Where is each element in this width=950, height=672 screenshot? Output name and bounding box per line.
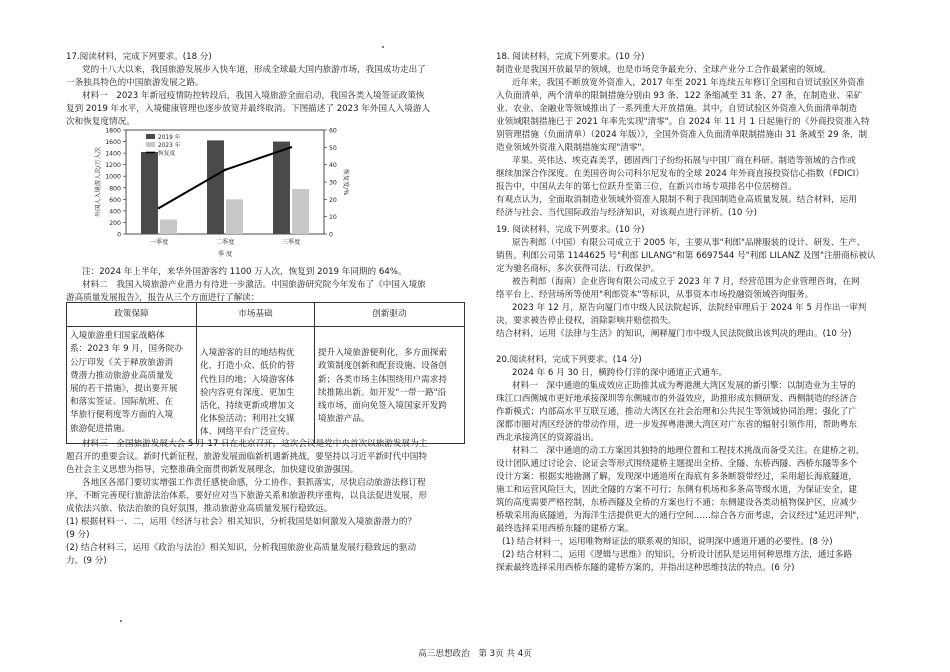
y2-tick-label: 60 bbox=[329, 127, 337, 135]
y-axis-label: 外国人入境游人次/万人次 bbox=[95, 146, 102, 218]
y2-tick-label: 40 bbox=[329, 162, 337, 170]
y-tick-label: 400 bbox=[109, 208, 121, 216]
q20-line: 设计团队通过讨论会、论证会等形式围绕建桥主题提出全桥、全隧、东桥西隧、西桥东隧等多个 bbox=[496, 459, 857, 469]
table-cell-line: 系：2023 年 9 月，国务院办 bbox=[70, 344, 183, 355]
x-tick-label: 三季度 bbox=[281, 239, 301, 246]
q17-requirement-line: 力。(9 分) bbox=[66, 556, 107, 566]
chart-note: 注：2024 年上半年，来华外国游客约 1100 万人次，恢复到 2019 年同期的 64%。 bbox=[82, 267, 407, 277]
q19-line: 2023 年 12 月，原告向厦门市中级人民法院起诉，法院经审理后于 2024 年 5 月作出一审判 bbox=[512, 303, 867, 313]
q18-line: 别管理措施（负面清单）（2024 年版）》，全国外资准入负面清单限制措施由 31 条减至 29 条，制 bbox=[496, 130, 868, 140]
q19-line: 络平台上、经营场所等使用"利郎资本"等标识，从事资本市场投融资领域咨询服务。 bbox=[496, 290, 814, 300]
q18-line: 业领域限制措施已于 2021 年率先实现"清零"。自 2024 年 11 月 1 日起施行的《外商投资准入特 bbox=[496, 117, 870, 127]
table-cell-line: 新；各类市场主体围绕用户需求持 bbox=[318, 374, 447, 385]
q17-requirement-line: (9 分) bbox=[66, 530, 90, 540]
table-cell-line: 活化，持续更新或增加文 bbox=[200, 401, 295, 412]
tourism-chart bbox=[68, 124, 368, 262]
table-cell-line: 续推陈出新。如开发"一带一路"沿 bbox=[318, 387, 447, 398]
q18-line: 有观点认为，全面取消制造业领域外资准入限制不利于我国制造业高质量发展。结合材料，运用 bbox=[496, 195, 857, 205]
q17-material3-line: 各地区各部门要切实增强工作责任感使命感，分工协作、狠抓落实，尽快启动旅游法修订程 bbox=[82, 478, 426, 488]
table-cell-line: 化体验活动；利用社交媒 bbox=[200, 414, 295, 425]
y-tick-label: 1600 bbox=[105, 139, 121, 147]
table-cell-line: 提升入境旅游便利化，多方面探索 bbox=[318, 348, 447, 359]
q20-line: 材料二 深中通道的动工方案因其独特的地理位置和工程技术挑战而备受关注。在建桥之初， bbox=[512, 446, 865, 456]
table-cell-line: 线市场，面向免签入境国家开发跨 bbox=[318, 401, 447, 412]
q20-line: 西北承接湾区的资源溢出。 bbox=[496, 433, 600, 443]
q17-material3-line: 序，不断完善现行旅游法治体系，要好应对当下旅游关系和旅游秩序重构，以良法促进发展，形 bbox=[66, 491, 427, 501]
q20-line: 作新模式；内部高水平互联互通，推动大湾区在社会治理和公共民生等领域协同治理；强化了广 bbox=[496, 407, 857, 417]
q20-requirement-line: (2) 结合材料二，运用《逻辑与思维》的知识，分析设计团队是运用何种思维方法，通过多路 bbox=[502, 550, 853, 560]
scan-dot bbox=[120, 620, 122, 622]
bar-2023 bbox=[292, 189, 309, 234]
q17-material2-line: 游高质量发展报告》，报告从三个方面进行了解读： bbox=[66, 293, 260, 303]
table-cell-line: 政策制度创新和配套设施、设备创 bbox=[318, 361, 447, 372]
q19-line: 被告利郎（海南）企业咨询有限公司成立于 2023 年 7 月，经营范围为企业管理咨询，在网 bbox=[512, 277, 860, 287]
q19-line: 销售。利郎公司第 1144625 号"利郎 LILANG"和第 6697544 号"利郎 LILANZ 及图"注册商标被认 bbox=[496, 251, 876, 261]
q20-line: 深都市圈对湾区经济的带动作用，进一步发挥粤港澳大湾区对广东省的辐射引领作用，帮助粤东 bbox=[496, 420, 857, 430]
q20-line: 设计方案：根据实地勘测了解，发现深中通道所在海底有多条断裂带经过，采用超长海底隧道， bbox=[496, 472, 857, 482]
q17-heading: 17.阅读材料，完成下列要求。(18 分) bbox=[66, 52, 212, 62]
q17-material3-line: 材料三 全国旅游发展大会 5 月 17 日在北京召开，这次会议是党中央首次以旅游发展为主 bbox=[82, 439, 428, 449]
legend-label-2019: 2019 年 bbox=[158, 135, 181, 141]
q17-material1-line: 复到 2019 年水平，入境健康管理也逐步放宽并最终取消。下图描述了 2023 年外国人入境游人 bbox=[66, 104, 431, 114]
q18-line: 经济与社会、当代国际政治与经济知识，对该观点进行评析。(10 分) bbox=[496, 208, 757, 218]
q19-heading: 19. 阅读材料，完成下列要求。(10 分) bbox=[496, 225, 645, 235]
q17-material3-line: 成依法兴旅、依法治旅的良好氛围，推动旅游业高质量发展行稳致远。 bbox=[66, 504, 333, 514]
q18-line: 业、农业、金融业等领域推出了一系列重大开放措施。其中，自贸试验区外资准入负面清单制造 bbox=[496, 104, 857, 114]
y-tick-label: 800 bbox=[109, 185, 121, 193]
q19-line: 原告利郎（中国）有限公司成立于 2005 年，主要从事"利郎"品牌服装的设计、研发、生产、 bbox=[512, 238, 866, 248]
q18-heading: 18. 阅读材料，完成下列要求。(10 分) bbox=[496, 52, 645, 62]
q20-line: 最终选择采用西桥东隧的建桥方案。 bbox=[496, 524, 634, 534]
table-cell-line: 和落实签证、国际航班、在 bbox=[70, 397, 174, 408]
table-header: 政策保障 bbox=[67, 303, 197, 327]
bar-2019 bbox=[273, 142, 290, 234]
table-header: 创新驱动 bbox=[315, 303, 465, 327]
y2-tick-label: 50 bbox=[329, 144, 337, 152]
bar-2023 bbox=[226, 199, 243, 234]
q20-requirement-line: (1) 结合材料一，运用唯物辩证法的联系观的知识，说明深中通道开通的必要性。(8 分) bbox=[502, 537, 833, 547]
q18-line: 继续加深合作深度。在美国咨询公司科尔尼发布的全球 2024 年外商直接投资信心指数（FDICI） bbox=[496, 169, 864, 179]
material2-table bbox=[66, 302, 465, 444]
q20-line: 筑的高度需要严格控制，东桥西隧及全桥的方案也行不通；东侧建设各类动植物保护区，应减少 bbox=[496, 498, 857, 508]
recovery-point bbox=[224, 169, 226, 171]
q17-requirement-line: (1) 根据材料一、二，运用《经济与社会》相关知识，分析我国是如何激发入境旅游潜力的？ bbox=[66, 517, 417, 527]
x-axis-label: 季 度 bbox=[217, 251, 233, 258]
table-cell-line: 华旅行便利度等方面的入境 bbox=[70, 410, 174, 421]
q18-line: 近年来，我国不断放宽外资准入，2017 年至 2021 年连续五年修订全国和自贸试验区外资准 bbox=[512, 78, 865, 88]
page-footer: 高三思想政治 第 3页 共 4页 bbox=[418, 649, 532, 659]
bar-2023 bbox=[160, 220, 177, 234]
q17-material1-line: 次和恢复度情况。 bbox=[66, 117, 135, 127]
table-cell bbox=[315, 327, 465, 443]
q17-material1-line: 材料一 2023 年新冠疫情防控转段后，我国入境旅游全面启动，我国各类入境签证政策恢 bbox=[82, 91, 425, 101]
q17-intro-line: 党的十八大以来，我国旅游发展步入快车道，形成全球最大国内旅游市场，我国成功走出了 bbox=[82, 65, 426, 75]
q20-line: 材料一 深中通道的集成效应正助推其成为粤港澳大湾区发展的新引擎：以制造业为主导的 bbox=[512, 381, 856, 391]
y-tick-label: 200 bbox=[109, 219, 121, 227]
y2-axis-label: 恢复度/% bbox=[342, 168, 349, 196]
scan-dot bbox=[382, 46, 384, 48]
legend-swatch-2019 bbox=[146, 134, 155, 139]
table-cell bbox=[197, 327, 315, 443]
q18-line: 入负面清单，两个清单的限制措施分别由 93 条、122 条缩减至 31 条、27 条，在制造业、采矿 bbox=[496, 91, 863, 101]
table-cell-line: 化，打造小众、低价的替 bbox=[200, 361, 295, 372]
q18-line: 苹果、英伟达、埃克森美孚，德固西门子纷纷拓展与中国厂商在科研、制造等领域的合作或 bbox=[512, 156, 856, 166]
q19-line: 定为驰名商标，多次获得司法、行政保护。 bbox=[496, 264, 660, 274]
bar-2019 bbox=[141, 152, 158, 234]
y-tick-label: 1200 bbox=[105, 162, 121, 170]
q19-line: 决，要求被告停止侵权，消除影响并赔偿损失。 bbox=[496, 316, 677, 326]
table-cell-line: 公厅印发《关于释放旅游消 bbox=[70, 357, 174, 368]
q17-requirement-line: (2) 结合材料三，运用《政治与法治》相关知识，分析我国旅游业高质量发展行稳致远的驱动 bbox=[66, 543, 417, 553]
recovery-point bbox=[290, 146, 292, 148]
y-tick-label: 1800 bbox=[105, 127, 121, 135]
table-cell-line: 代性目的地；入境游客体 bbox=[200, 374, 295, 385]
y-tick-label: 1400 bbox=[105, 150, 121, 158]
q20-line: 桥墩采用海底隧道，为海洋生活提供更大的通行空间……综合各方面考虑，会议经过"延迟评判"， bbox=[496, 511, 865, 521]
table-cell-line: 旅游促进措施。 bbox=[70, 423, 131, 434]
legend-swatch-2023 bbox=[146, 142, 155, 147]
q20-line: 2024 年 6 月 30 日，横跨伶仃洋的深中通道正式通车。 bbox=[512, 368, 728, 378]
table-cell bbox=[67, 327, 197, 443]
table-cell-line: 费潜力推动旅游业高质量发 bbox=[70, 370, 174, 381]
y-tick-label: 0 bbox=[117, 231, 121, 239]
bar-2019 bbox=[207, 140, 224, 234]
q18-line: 制造业是我国开放最早的领域，也是市场竞争最充分、全球产业分工合作最紧密的领域。 bbox=[496, 65, 832, 75]
q20-line: 施工和运营风险巨大，因此全隧的方案不可行；东侧有机场和多条高等级水道，为保证安全，建 bbox=[496, 485, 857, 495]
table-cell-line: 境旅游产品。 bbox=[318, 414, 370, 425]
q19-line: 结合材料，运用《法律与生活》的知识，阐释厦门市中级人民法院做出该判决的理由。(10 分) bbox=[496, 329, 852, 339]
q17-material2-line: 材料二 我国入境旅游产业潜力有待进一步激活。中国旅游研究院今年发布了《中国入境旅 bbox=[82, 280, 426, 290]
x-tick-label: 一季度 bbox=[149, 239, 169, 246]
legend-label-recovery: 恢复度 bbox=[158, 151, 176, 157]
q20-requirement-line: 探索最终选择采用西桥东隧的建桥方案的，并指出这种思维技法的特点。(6 分) bbox=[496, 563, 795, 573]
y-tick-label: 600 bbox=[109, 196, 121, 204]
y2-tick-label: 0 bbox=[329, 231, 333, 239]
x-tick-label: 二季度 bbox=[215, 239, 235, 246]
q18-line: 造业领域外资准入限制措施实现"清零"。 bbox=[496, 143, 651, 153]
legend-label-2023: 2023 年 bbox=[158, 143, 181, 149]
q17-material3-line: 题召开的重要会议。新时代新征程，旅游发展面临新机遇新挑战，要坚持以习近平新时代中国特 bbox=[66, 452, 427, 462]
y2-tick-label: 30 bbox=[329, 179, 337, 187]
q17-intro-line: 一条独具特色的中国旅游发展之路。 bbox=[66, 78, 204, 88]
table-cell-line: 体、网络平台广泛宣传。 bbox=[200, 427, 295, 438]
table-cell-line: 展的若干措施》，提出要开展 bbox=[70, 384, 178, 395]
y-tick-label: 1000 bbox=[105, 173, 121, 181]
table-header: 市场基础 bbox=[197, 303, 315, 327]
recovery-point bbox=[158, 207, 160, 209]
recovery-line bbox=[159, 147, 291, 208]
q17-material3-line: 色社会主义思想为指导，完整准确全面贯彻新发展理念，加快建设旅游强国。 bbox=[66, 465, 359, 475]
table-cell-line: 入境旅游重归国家战略体 bbox=[70, 331, 165, 342]
y2-tick-label: 10 bbox=[329, 214, 337, 222]
q20-heading: 20.阅读材料，完成下列要求。(14 分) bbox=[496, 355, 642, 365]
y2-tick-label: 20 bbox=[329, 196, 337, 204]
table-cell-line: 验内容更有深度、更加生 bbox=[200, 387, 295, 398]
q20-line: 珠江口西侧城市更好地承接深圳等东侧城市的外溢效应，助推形成东侧研发、西侧制造的经济合 bbox=[496, 394, 857, 404]
q18-line: 报告中，中国从去年的第七位跃升至第三位，在新兴市场专项排名中位居榜首。 bbox=[496, 182, 797, 192]
table-cell-line: 入境游客的目的地结构优 bbox=[200, 348, 295, 359]
